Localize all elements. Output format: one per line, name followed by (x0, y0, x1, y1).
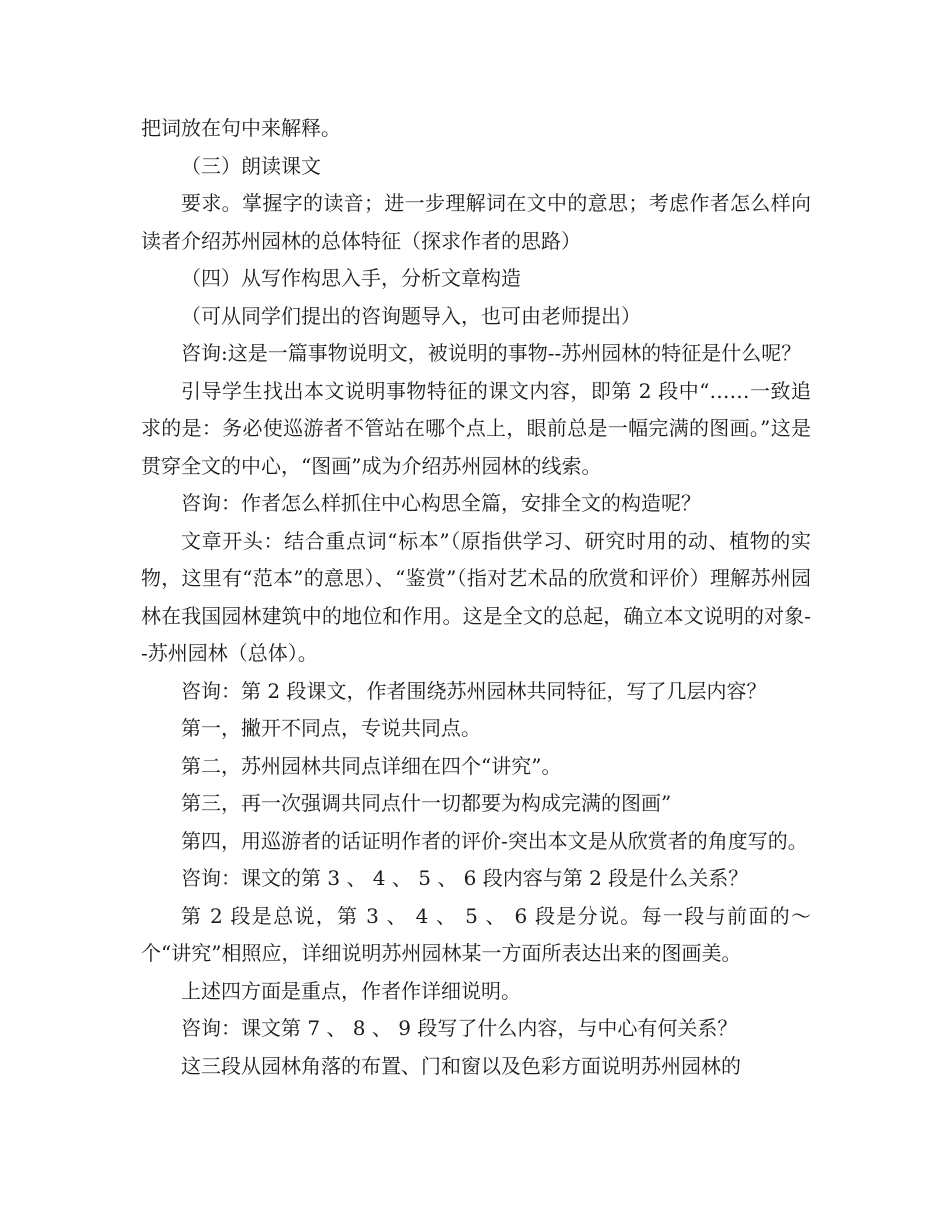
question-paragraph: 咨询：课文第 7 、 8 、 9 段写了什么内容，与中心有何关系？ (181, 1016, 738, 1040)
section-heading: （三）朗读课文 (181, 153, 321, 178)
document-body (141, 110, 811, 1085)
question-paragraph: 咨询：第 2 段课文，作者围绕苏州园林共同特征，写了几层内容？ (181, 678, 767, 703)
paragraph: 这三段从园林角落的布置、门和窗以及色彩方面说明苏州园林的 (181, 1053, 741, 1078)
question-paragraph: 咨询：课文的第 3 、 4 、 5 、 6 段内容与第 2 段是什么关系？ (181, 866, 749, 890)
question-paragraph: 咨询:这是一篇事物说明文，被说明的事物--苏州园林的特征是什么呢？ (181, 341, 802, 365)
list-item-paragraph: 第四，用巡游者的话证明作者的评价-突出本文是从欣赏者的角度写的。 (181, 828, 808, 853)
paragraph: 引导学生找出本文说明事物特征的课文内容，即第 2 段中“……一致追求的是：务必使巡游者不管站在哪个点上，眼前总是一幅完满的图画。”这是贯穿全文的中心，“图画”成为介绍苏州园林的线索。 (141, 378, 811, 478)
paragraph: 文章开头：结合重点词“标本”（原指供学习、研究时用的动、植物的实物，这里有“范本”的意思）、“鉴赏”（指对艺术品的欣赏和评价）理解苏州园林在我国园林建筑中的地位和作用。这是全文的总起，确立本文说明的对象--苏州园林（总体）。 (141, 528, 811, 665)
question-paragraph: 咨询：作者怎么样抓住中心构思全篇，安排全文的构造呢？ (181, 491, 701, 515)
list-item-paragraph: 第一，撇开不同点，专说共同点。 (181, 716, 481, 740)
paragraph: （可从同学们提出的咨询题导入，也可由老师提出） (181, 303, 641, 328)
paragraph: 上述四方面是重点，作者作详细说明。 (181, 978, 521, 1003)
paragraph: 要求。掌握字的读音；进一步理解词在文中的意思；考虑作者怎么样向读者介绍苏州园林的总体特征（探求作者的思路） (141, 191, 811, 253)
paragraph: 第 2 段是总说，第 3 、 4 、 5 、 6 段是分说。每一段与前面的～个“讲究”相照应，详细说明苏州园林某一方面所表达出来的图画美。 (141, 903, 811, 965)
list-item-paragraph: 第三，再一次强调共同点什一切都要为构成完满的图画” (181, 791, 672, 815)
paragraph: 把词放在句中来解释。 (141, 116, 341, 140)
section-heading: （四）从写作构思入手，分析文章构造 (181, 266, 521, 290)
list-item-paragraph: 第二，苏州园林共同点详细在四个“讲究”。 (181, 753, 562, 778)
